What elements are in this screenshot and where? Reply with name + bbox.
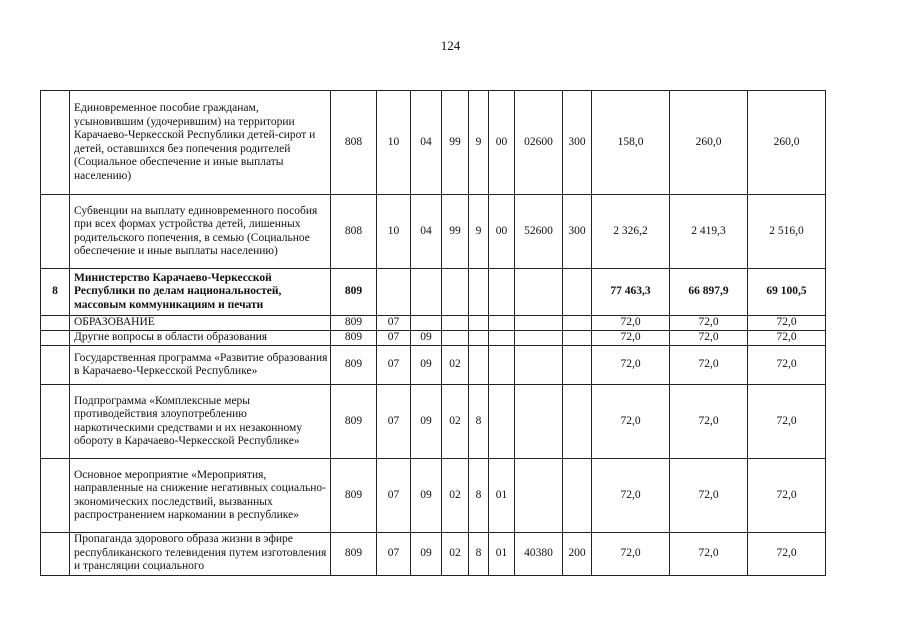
section-code-cell: 10 [377, 195, 411, 269]
event-code-cell [489, 346, 515, 385]
ministry-code-cell: 809 [331, 269, 377, 316]
expense-type-cell [563, 459, 592, 533]
expense-type-cell [563, 269, 592, 316]
amount-year3-cell: 72,0 [748, 331, 826, 346]
subsection-code-cell: 09 [411, 385, 442, 459]
amount-year3-cell: 72,0 [748, 533, 826, 576]
table-row [41, 269, 826, 316]
subprogram-code-cell [469, 316, 489, 331]
table-row [41, 533, 826, 576]
direction-code-cell [515, 459, 563, 533]
event-code-cell: 00 [489, 91, 515, 195]
amount-year3-cell: 72,0 [748, 459, 826, 533]
subsection-code-cell: 09 [411, 533, 442, 576]
section-code-cell: 10 [377, 91, 411, 195]
table-body [41, 91, 826, 576]
ministry-code-cell: 808 [331, 195, 377, 269]
item-name-cell: Государственная программа «Развитие образования в Карачаево-Черкесской Республике» [70, 346, 331, 385]
ministry-code-cell: 808 [331, 91, 377, 195]
subsection-code-cell: 09 [411, 331, 442, 346]
event-code-cell: 01 [489, 533, 515, 576]
amount-year1-cell: 72,0 [592, 385, 670, 459]
program-code-cell: 02 [442, 385, 469, 459]
expense-type-cell [563, 385, 592, 459]
program-code-cell [442, 331, 469, 346]
subprogram-code-cell: 9 [469, 195, 489, 269]
item-name-cell: ОБРАЗОВАНИЕ [70, 316, 331, 331]
program-code-cell: 99 [442, 91, 469, 195]
item-name-cell: Подпрограмма «Комплексные меры противодействия злоупотреблению наркотическими средствами и их незаконному обороту в Карачаево-Черкесской Республике» [70, 385, 331, 459]
amount-year1-cell: 72,0 [592, 346, 670, 385]
row-number-cell [41, 533, 70, 576]
amount-year3-cell: 2 516,0 [748, 195, 826, 269]
expense-type-cell: 300 [563, 91, 592, 195]
direction-code-cell [515, 331, 563, 346]
section-code-cell: 07 [377, 316, 411, 331]
amount-year2-cell: 72,0 [670, 331, 748, 346]
item-name-cell: Основное мероприятие «Мероприятия, направленные на снижение негативных социально-экономических последствий, вызванных распространением наркомании в республике» [70, 459, 331, 533]
program-code-cell: 02 [442, 346, 469, 385]
amount-year1-cell: 77 463,3 [592, 269, 670, 316]
table-row [41, 91, 826, 195]
program-code-cell [442, 316, 469, 331]
row-number-cell [41, 91, 70, 195]
table-row [41, 331, 826, 346]
section-code-cell [377, 269, 411, 316]
event-code-cell: 01 [489, 459, 515, 533]
amount-year1-cell: 2 326,2 [592, 195, 670, 269]
program-code-cell: 99 [442, 195, 469, 269]
subsection-code-cell [411, 269, 442, 316]
item-name-cell: Субвенции на выплату единовременного пособия при всех формах устройства детей, лишенных родительского попечения, в семью (Социальное обеспечение и иные выплаты населению) [70, 195, 331, 269]
subsection-code-cell: 04 [411, 195, 442, 269]
amount-year3-cell: 69 100,5 [748, 269, 826, 316]
row-number-cell [41, 459, 70, 533]
table-row [41, 195, 826, 269]
amount-year2-cell: 72,0 [670, 459, 748, 533]
item-name-cell: Другие вопросы в области образования [70, 331, 331, 346]
event-code-cell [489, 269, 515, 316]
row-number-cell: 8 [41, 269, 70, 316]
amount-year2-cell: 72,0 [670, 316, 748, 331]
section-code-cell: 07 [377, 385, 411, 459]
amount-year3-cell: 72,0 [748, 346, 826, 385]
subsection-code-cell: 04 [411, 91, 442, 195]
subprogram-code-cell [469, 331, 489, 346]
direction-code-cell: 40380 [515, 533, 563, 576]
amount-year3-cell: 72,0 [748, 316, 826, 331]
ministry-code-cell: 809 [331, 331, 377, 346]
expense-type-cell [563, 346, 592, 385]
expense-type-cell: 200 [563, 533, 592, 576]
amount-year1-cell: 158,0 [592, 91, 670, 195]
subsection-code-cell: 09 [411, 346, 442, 385]
direction-code-cell [515, 269, 563, 316]
section-code-cell: 07 [377, 533, 411, 576]
ministry-code-cell: 809 [331, 385, 377, 459]
amount-year2-cell: 2 419,3 [670, 195, 748, 269]
page-number: 124 [440, 38, 461, 53]
table-row [41, 385, 826, 459]
ministry-code-cell: 809 [331, 316, 377, 331]
subprogram-code-cell: 8 [469, 385, 489, 459]
subprogram-code-cell: 8 [469, 533, 489, 576]
program-code-cell: 02 [442, 533, 469, 576]
ministry-code-cell: 809 [331, 459, 377, 533]
amount-year3-cell: 260,0 [748, 91, 826, 195]
subprogram-code-cell [469, 269, 489, 316]
event-code-cell: 00 [489, 195, 515, 269]
row-number-cell [41, 195, 70, 269]
table-row [41, 346, 826, 385]
amount-year1-cell: 72,0 [592, 459, 670, 533]
ministry-code-cell: 809 [331, 346, 377, 385]
subprogram-code-cell: 8 [469, 459, 489, 533]
event-code-cell [489, 385, 515, 459]
event-code-cell [489, 331, 515, 346]
direction-code-cell [515, 346, 563, 385]
amount-year2-cell: 260,0 [670, 91, 748, 195]
item-name-cell: Министерство Карачаево-Черкесской Республики по делам национальностей, массовым коммуникациям и печати [70, 269, 331, 316]
section-code-cell: 07 [377, 346, 411, 385]
program-code-cell: 02 [442, 459, 469, 533]
amount-year2-cell: 72,0 [670, 385, 748, 459]
section-code-cell: 07 [377, 459, 411, 533]
amount-year1-cell: 72,0 [592, 331, 670, 346]
program-code-cell [442, 269, 469, 316]
table-row [41, 316, 826, 331]
row-number-cell [41, 316, 70, 331]
item-name-cell: Единовременное пособие гражданам, усыновившим (удочерившим) на территории Карачаево-Черкесской Республики детей-сирот и детей, оставшихся без попечения родителей (Социальное обеспечение и иные выплаты населению) [70, 91, 331, 195]
budget-table [40, 90, 826, 576]
subsection-code-cell: 09 [411, 459, 442, 533]
expense-type-cell [563, 316, 592, 331]
direction-code-cell [515, 385, 563, 459]
amount-year3-cell: 72,0 [748, 385, 826, 459]
ministry-code-cell: 809 [331, 533, 377, 576]
expense-type-cell [563, 331, 592, 346]
table-row [41, 459, 826, 533]
expense-type-cell: 300 [563, 195, 592, 269]
amount-year2-cell: 72,0 [670, 346, 748, 385]
direction-code-cell: 52600 [515, 195, 563, 269]
event-code-cell [489, 316, 515, 331]
amount-year1-cell: 72,0 [592, 533, 670, 576]
amount-year2-cell: 66 897,9 [670, 269, 748, 316]
amount-year2-cell: 72,0 [670, 533, 748, 576]
row-number-cell [41, 331, 70, 346]
subsection-code-cell [411, 316, 442, 331]
direction-code-cell: 02600 [515, 91, 563, 195]
subprogram-code-cell: 9 [469, 91, 489, 195]
row-number-cell [41, 385, 70, 459]
direction-code-cell [515, 316, 563, 331]
section-code-cell: 07 [377, 331, 411, 346]
item-name-cell: Пропаганда здорового образа жизни в эфире республиканского телевидения путем изготовления и трансляции социального [70, 533, 331, 576]
subprogram-code-cell [469, 346, 489, 385]
amount-year1-cell: 72,0 [592, 316, 670, 331]
row-number-cell [41, 346, 70, 385]
